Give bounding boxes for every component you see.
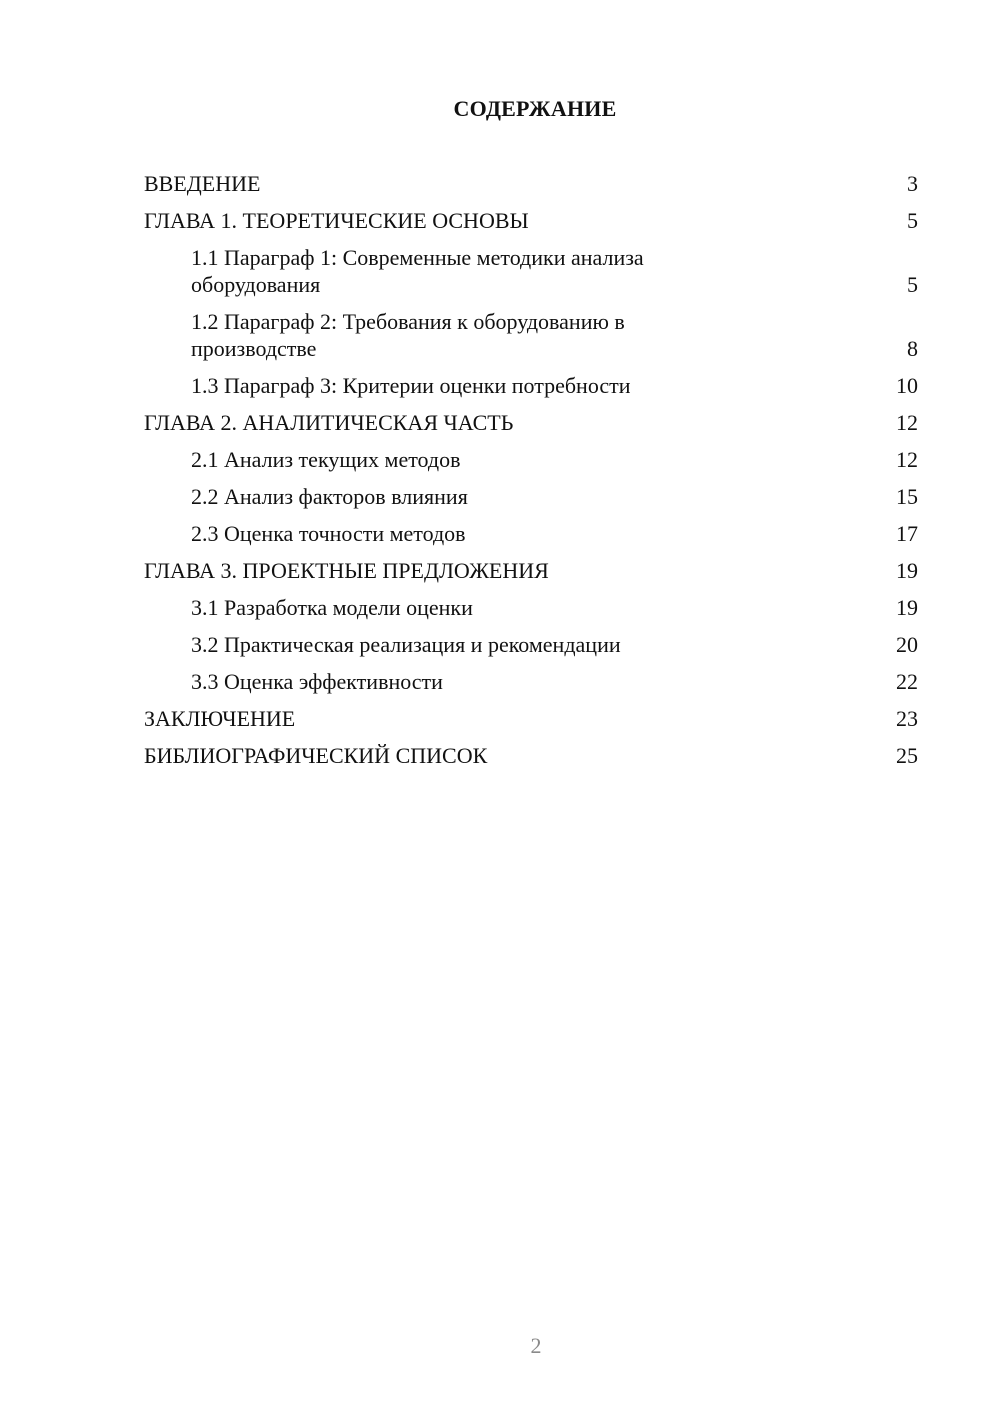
toc-entry-title: ВВЕДЕНИЕ [144, 171, 261, 196]
toc-entry-page: 5 [907, 272, 918, 297]
toc-entry-title: 2.1 Анализ текущих методов [191, 447, 461, 472]
toc-entry[interactable] [144, 483, 918, 510]
toc-entry[interactable] [144, 409, 918, 436]
toc-entry-title: ГЛАВА 1. ТЕОРЕТИЧЕСКИЕ ОСНОВЫ [144, 208, 529, 233]
toc-entry-title: БИБЛИОГРАФИЧЕСКИЙ СПИСОК [144, 743, 488, 768]
toc-entry[interactable] [144, 170, 918, 197]
toc-entry-page: 19 [896, 558, 918, 583]
toc-entry-title: 2.2 Анализ факторов влияния [191, 484, 468, 509]
toc-entry-title: ЗАКЛЮЧЕНИЕ [144, 706, 296, 731]
toc-entry[interactable] [144, 308, 918, 362]
toc-entry-page: 15 [896, 484, 918, 509]
toc-entry-page: 23 [896, 706, 918, 731]
toc-entry[interactable] [144, 705, 918, 732]
toc-entry[interactable] [144, 446, 918, 473]
toc-entry[interactable] [144, 668, 918, 695]
toc-entry-title: 2.3 Оценка точности методов [191, 521, 466, 546]
toc-entry-page: 17 [896, 521, 918, 546]
toc-entry[interactable] [144, 557, 918, 584]
toc-entry-title: 3.1 Разработка модели оценки [191, 595, 473, 620]
page-title: СОДЕРЖАНИЕ [453, 96, 617, 121]
toc-entry-title: 3.3 Оценка эффективности [191, 669, 443, 694]
toc-entry-title: 1.3 Параграф 3: Критерии оценки потребности [191, 373, 631, 398]
toc-entry-page: 19 [896, 595, 918, 620]
page-number: 2 [530, 1333, 542, 1358]
toc-entry-title: 1.2 Параграф 2: Требования к оборудованию в производстве [191, 309, 625, 361]
toc-entry-page: 3 [907, 171, 918, 196]
toc-entry-title: ГЛАВА 3. ПРОЕКТНЫЕ ПРЕДЛОЖЕНИЯ [144, 558, 549, 583]
toc-entry-page: 12 [896, 447, 918, 472]
toc-entry[interactable] [144, 631, 918, 658]
toc-entry-title: 3.2 Практическая реализация и рекомендации [191, 632, 621, 657]
table-of-contents [144, 170, 918, 779]
toc-entry-page: 5 [907, 208, 918, 233]
toc-entry[interactable] [144, 372, 918, 399]
toc-entry[interactable] [144, 207, 918, 234]
toc-entry[interactable] [144, 594, 918, 621]
toc-entry[interactable] [144, 520, 918, 547]
toc-entry-page: 22 [896, 669, 918, 694]
toc-entry[interactable] [144, 244, 918, 298]
toc-entry-page: 12 [896, 410, 918, 435]
toc-entry-title: ГЛАВА 2. АНАЛИТИЧЕСКАЯ ЧАСТЬ [144, 410, 514, 435]
toc-entry[interactable] [144, 742, 918, 769]
toc-entry-page: 20 [896, 632, 918, 657]
toc-entry-page: 25 [896, 743, 918, 768]
toc-entry-page: 10 [896, 373, 918, 398]
toc-entry-title: 1.1 Параграф 1: Современные методики анализа оборудования [191, 245, 644, 297]
toc-entry-page: 8 [907, 336, 918, 361]
